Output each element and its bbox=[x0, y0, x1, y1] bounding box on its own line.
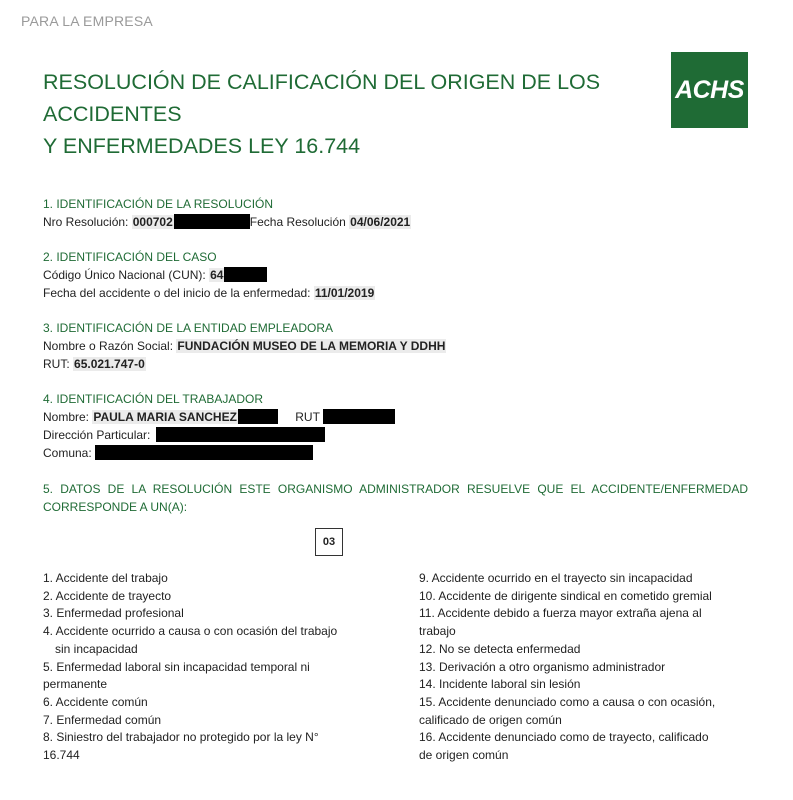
section-title: 1. IDENTIFICACIÓN DE LA RESOLUCIÓN bbox=[43, 197, 274, 211]
comuna-label: Comuna: bbox=[43, 446, 92, 460]
list-item: 1. Accidente del trabajo bbox=[43, 571, 168, 585]
section-resolution-data-title: 5. DATOS DE LA RESOLUCIÓN ESTE ORGANISMO ADMINISTRADOR RESUELVE QUE EL ACCIDENTE/ENFERMEDAD CORRESPONDE A UN(A): bbox=[43, 482, 748, 514]
employer-rut-label: RUT: bbox=[43, 357, 70, 371]
achs-logo bbox=[671, 52, 748, 128]
accident-date-row bbox=[43, 284, 375, 302]
list-item: 3. Enfermedad profesional bbox=[43, 606, 184, 621]
worker-name-row bbox=[43, 408, 395, 426]
employer-name-value: FUNDACIÓN MUSEO DE LA MEMORIA Y DDHH bbox=[177, 339, 446, 353]
section-worker-id bbox=[43, 390, 395, 462]
employer-name-row bbox=[43, 337, 446, 355]
list-item: permanente bbox=[43, 677, 108, 692]
list-item: 4. Accidente ocurrido a causa o con ocasión del trabajo bbox=[43, 624, 338, 639]
section-title: 2. IDENTIFICACIÓN DEL CASO bbox=[43, 250, 217, 264]
redaction-bar bbox=[174, 214, 250, 229]
list-item: 2. Accidente de trayecto bbox=[43, 588, 172, 603]
list-item: 13. Derivación a otro organismo administrador bbox=[419, 659, 666, 674]
list-item: 5. Enfermedad laboral sin incapacidad temporal ni bbox=[43, 659, 310, 674]
resolution-row bbox=[43, 213, 411, 231]
document-title bbox=[43, 66, 643, 162]
accident-date-label: Fecha del accidente o del inicio de la enfermedad: bbox=[43, 286, 311, 300]
logo-text: ACHS bbox=[675, 75, 744, 104]
list-item: 14. Incidente laboral sin lesión bbox=[419, 677, 581, 692]
top-note: PARA LA EMPRESA bbox=[21, 13, 153, 29]
employer-rut-value: 65.021.747-0 bbox=[74, 357, 145, 371]
address-label: Dirección Particular: bbox=[43, 428, 151, 442]
fecha-label: Fecha Resolución bbox=[249, 215, 346, 229]
worker-rut-label: RUT bbox=[295, 410, 320, 424]
employer-rut-row bbox=[43, 355, 446, 373]
accident-date-value: 11/01/2019 bbox=[314, 286, 375, 300]
cun-value: 64 bbox=[210, 268, 224, 282]
resolution-code: 03 bbox=[322, 536, 336, 548]
address-row bbox=[43, 426, 395, 444]
section-case-id bbox=[43, 248, 375, 302]
fecha-value: 04/06/2021 bbox=[350, 215, 411, 229]
options-list-left bbox=[43, 570, 373, 765]
redaction-bar bbox=[238, 409, 278, 424]
section-resolution-id bbox=[43, 195, 411, 231]
title-line-2: ACCIDENTES bbox=[43, 102, 182, 126]
list-item: 8. Siniestro del trabajador no protegido por la ley N° bbox=[43, 730, 319, 745]
nro-value: 000702 bbox=[132, 215, 173, 229]
list-item: trabajo bbox=[419, 624, 456, 639]
title-line-3: Y ENFERMEDADES LEY 16.744 bbox=[43, 134, 361, 158]
employer-name-label: Nombre o Razón Social: bbox=[43, 339, 174, 353]
cun-row bbox=[43, 266, 375, 284]
section-title: 4. IDENTIFICACIÓN DEL TRABAJADOR bbox=[43, 392, 264, 406]
worker-name-label: Nombre: bbox=[43, 410, 90, 424]
redaction-bar bbox=[323, 409, 395, 424]
worker-name-value: PAULA MARIA SANCHEZ bbox=[93, 410, 237, 424]
list-item: calificado de origen común bbox=[419, 712, 562, 727]
resolution-code-box bbox=[315, 528, 343, 556]
list-item: 16.744 bbox=[43, 748, 80, 763]
list-item: 11. Accidente debido a fuerza mayor extraña ajena al bbox=[419, 606, 702, 621]
redaction-bar bbox=[95, 445, 313, 460]
section-title: 3. IDENTIFICACIÓN DE LA ENTIDAD EMPLEADORA bbox=[43, 321, 334, 335]
options-list-right bbox=[419, 570, 749, 765]
list-item: de origen común bbox=[419, 748, 509, 763]
list-item: 9. Accidente ocurrido en el trayecto sin incapacidad bbox=[419, 571, 693, 585]
redaction-bar bbox=[156, 427, 325, 442]
list-item: sin incapacidad bbox=[55, 641, 138, 656]
list-item: 7. Enfermedad común bbox=[43, 712, 162, 727]
list-item: 10. Accidente de dirigente sindical en cometido gremial bbox=[419, 588, 712, 603]
list-item: 15. Accidente denunciado como a causa o con ocasión, bbox=[419, 694, 716, 709]
list-item: 12. No se detecta enfermedad bbox=[419, 641, 581, 656]
title-line-1: RESOLUCIÓN DE CALIFICACIÓN DEL ORIGEN DE LOS bbox=[43, 70, 601, 94]
redaction-bar bbox=[224, 267, 267, 282]
comuna-row bbox=[43, 444, 395, 462]
cun-label: Código Único Nacional (CUN): bbox=[43, 268, 206, 282]
list-item: 16. Accidente denunciado como de trayecto, calificado bbox=[419, 730, 709, 745]
section-employer-id bbox=[43, 319, 446, 373]
nro-label: Nro Resolución: bbox=[43, 215, 129, 229]
list-item: 6. Accidente común bbox=[43, 694, 148, 709]
